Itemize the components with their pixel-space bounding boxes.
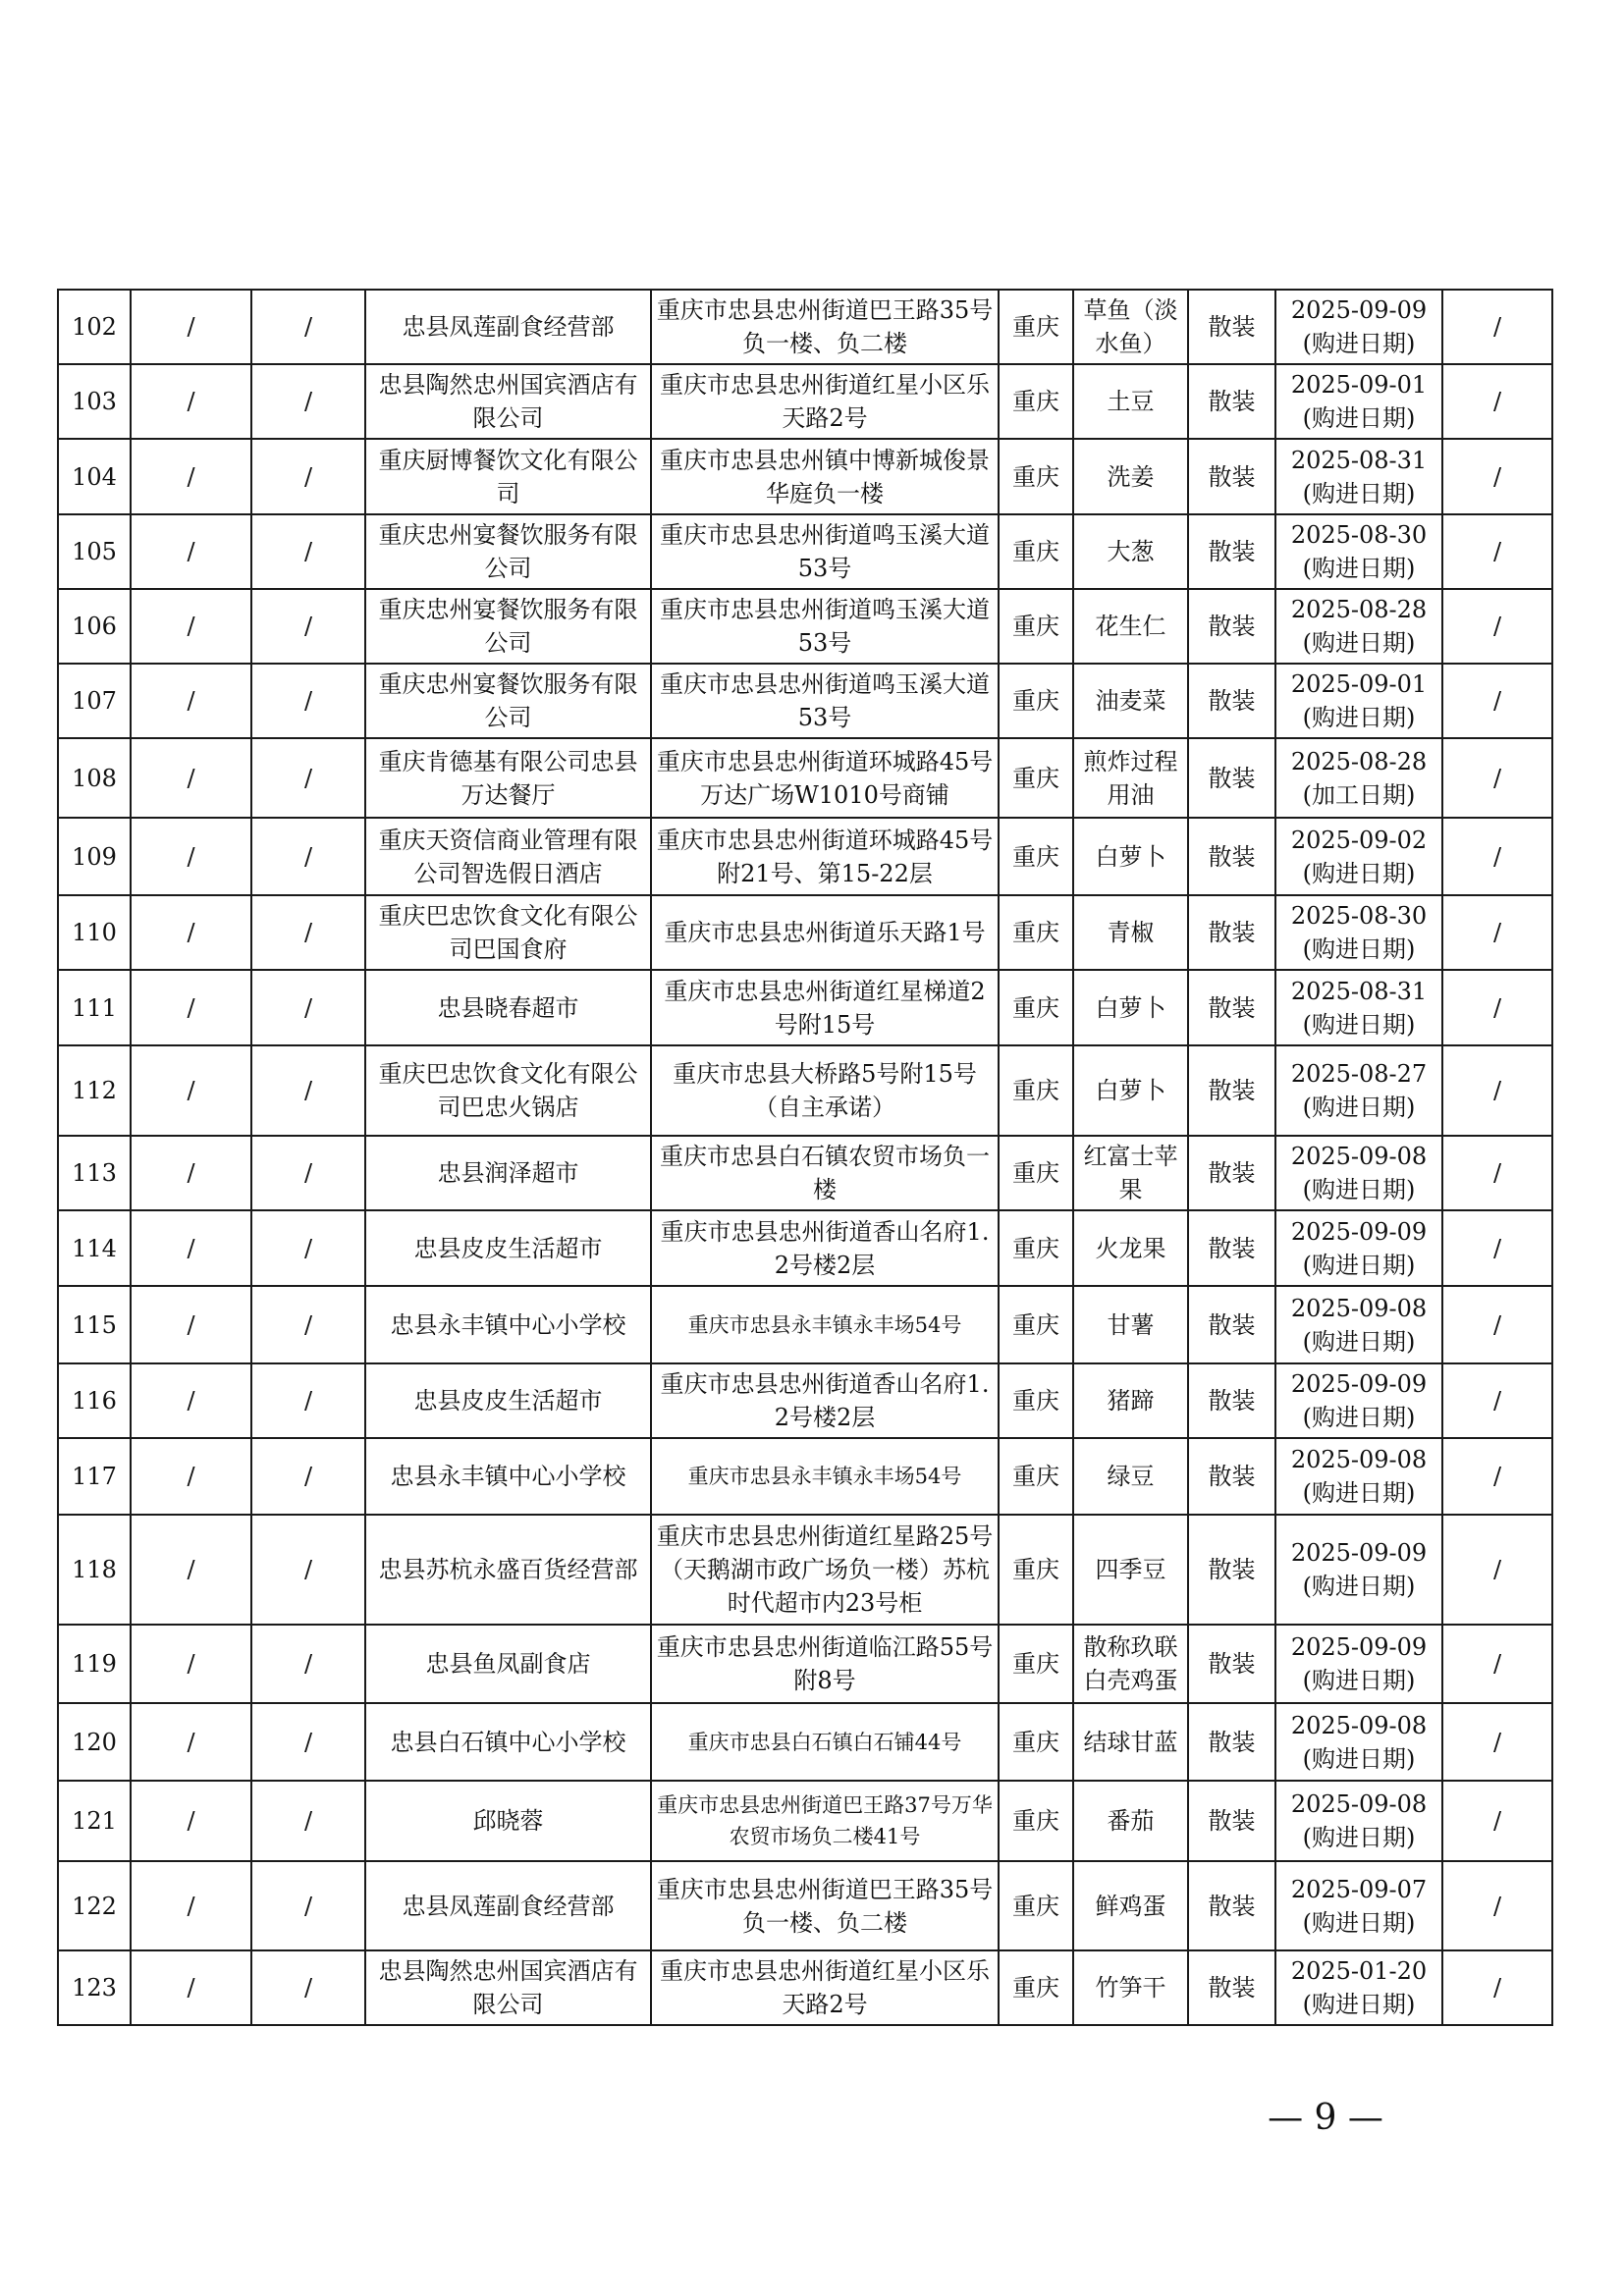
product-name-cell: 火龙果 bbox=[1073, 1210, 1188, 1286]
empty-slash-cell: / bbox=[131, 895, 251, 970]
table-row bbox=[58, 1781, 1552, 1861]
date-cell bbox=[1275, 439, 1442, 514]
empty-slash-cell: / bbox=[131, 290, 251, 364]
date-type-label: (购进日期) bbox=[1302, 1744, 1416, 1773]
package-type-cell: 散装 bbox=[1188, 1781, 1275, 1861]
company-name-cell: 重庆肯德基有限公司忠县万达餐厅 bbox=[365, 738, 651, 818]
company-name-cell: 忠县鱼凤副食店 bbox=[365, 1625, 651, 1703]
empty-slash-cell: / bbox=[251, 664, 365, 738]
empty-slash-cell: / bbox=[131, 738, 251, 818]
table-row bbox=[58, 364, 1552, 439]
serial-number-cell: 109 bbox=[58, 818, 131, 895]
date-cell bbox=[1275, 589, 1442, 664]
company-name-cell: 忠县润泽超市 bbox=[365, 1136, 651, 1210]
date-value: 2025-09-02 bbox=[1290, 826, 1428, 854]
province-cell: 重庆 bbox=[999, 738, 1073, 818]
empty-slash-cell: / bbox=[131, 1286, 251, 1363]
table-row bbox=[58, 664, 1552, 738]
remarks-slash-cell: / bbox=[1442, 1210, 1552, 1286]
package-type-cell: 散装 bbox=[1188, 364, 1275, 439]
company-name-cell: 忠县陶然忠州国宾酒店有限公司 bbox=[365, 364, 651, 439]
address-cell: 重庆市忠县忠州街道红星小区乐天路2号 bbox=[651, 1950, 999, 2025]
empty-slash-cell: / bbox=[251, 1210, 365, 1286]
serial-number-cell: 110 bbox=[58, 895, 131, 970]
company-name-cell: 忠县苏杭永盛百货经营部 bbox=[365, 1515, 651, 1625]
empty-slash-cell: / bbox=[251, 1625, 365, 1703]
remarks-slash-cell: / bbox=[1442, 1781, 1552, 1861]
date-type-label: (购进日期) bbox=[1302, 330, 1416, 357]
date-value: 2025-09-09 bbox=[1290, 296, 1428, 324]
date-cell bbox=[1275, 1861, 1442, 1950]
table-row bbox=[58, 290, 1552, 364]
address-cell: 重庆市忠县忠州街道巴王路35号负一楼、负二楼 bbox=[651, 1861, 999, 1950]
company-name-cell: 重庆忠州宴餐饮服务有限公司 bbox=[365, 589, 651, 664]
table-row bbox=[58, 1363, 1552, 1438]
product-name-cell: 大葱 bbox=[1073, 514, 1188, 589]
remarks-slash-cell: / bbox=[1442, 1363, 1552, 1438]
province-cell: 重庆 bbox=[999, 1781, 1073, 1861]
province-cell: 重庆 bbox=[999, 818, 1073, 895]
empty-slash-cell: / bbox=[131, 1703, 251, 1781]
address-cell: 重庆市忠县忠州街道鸣玉溪大道53号 bbox=[651, 664, 999, 738]
empty-slash-cell: / bbox=[251, 364, 365, 439]
company-name-cell: 忠县陶然忠州国宾酒店有限公司 bbox=[365, 1950, 651, 2025]
remarks-slash-cell: / bbox=[1442, 738, 1552, 818]
empty-slash-cell: / bbox=[131, 818, 251, 895]
date-type-label: (加工日期) bbox=[1302, 780, 1416, 809]
date-value: 2025-08-27 bbox=[1290, 1060, 1428, 1088]
product-name-cell: 竹笋干 bbox=[1073, 1950, 1188, 2025]
serial-number-cell: 118 bbox=[58, 1515, 131, 1625]
empty-slash-cell: / bbox=[251, 1438, 365, 1515]
product-name-cell: 油麦菜 bbox=[1073, 664, 1188, 738]
package-type-cell: 散装 bbox=[1188, 1045, 1275, 1136]
empty-slash-cell: / bbox=[131, 664, 251, 738]
date-value: 2025-09-08 bbox=[1290, 1446, 1428, 1473]
date-cell bbox=[1275, 290, 1442, 364]
company-name-cell: 重庆巴忠饮食文化有限公司巴国食府 bbox=[365, 895, 651, 970]
company-name-cell: 忠县皮皮生活超市 bbox=[365, 1363, 651, 1438]
package-type-cell: 散装 bbox=[1188, 514, 1275, 589]
date-cell bbox=[1275, 1286, 1442, 1363]
date-value: 2025-09-07 bbox=[1290, 1875, 1428, 1903]
empty-slash-cell: / bbox=[251, 1286, 365, 1363]
province-cell: 重庆 bbox=[999, 895, 1073, 970]
date-value: 2025-09-09 bbox=[1290, 1370, 1428, 1398]
empty-slash-cell: / bbox=[251, 818, 365, 895]
product-name-cell: 散称玖联白壳鸡蛋 bbox=[1073, 1625, 1188, 1703]
empty-slash-cell: / bbox=[131, 514, 251, 589]
serial-number-cell: 104 bbox=[58, 439, 131, 514]
date-cell bbox=[1275, 1703, 1442, 1781]
empty-slash-cell: / bbox=[131, 589, 251, 664]
serial-number-cell: 121 bbox=[58, 1781, 131, 1861]
package-type-cell: 散装 bbox=[1188, 664, 1275, 738]
date-value: 2025-08-31 bbox=[1290, 446, 1428, 474]
date-type-label: (购进日期) bbox=[1302, 1010, 1416, 1039]
empty-slash-cell: / bbox=[131, 1515, 251, 1625]
company-name-cell: 重庆厨博餐饮文化有限公司 bbox=[365, 439, 651, 514]
table-row bbox=[58, 970, 1552, 1045]
province-cell: 重庆 bbox=[999, 1950, 1073, 2025]
address-cell: 重庆市忠县忠州街道鸣玉溪大道53号 bbox=[651, 589, 999, 664]
empty-slash-cell: / bbox=[251, 589, 365, 664]
serial-number-cell: 111 bbox=[58, 970, 131, 1045]
province-cell: 重庆 bbox=[999, 1703, 1073, 1781]
serial-number-cell: 102 bbox=[58, 290, 131, 364]
company-name-cell: 忠县凤莲副食经营部 bbox=[365, 290, 651, 364]
date-cell bbox=[1275, 1363, 1442, 1438]
address-cell: 重庆市忠县忠州街道红星小区乐天路2号 bbox=[651, 364, 999, 439]
package-type-cell: 散装 bbox=[1188, 1363, 1275, 1438]
empty-slash-cell: / bbox=[131, 1210, 251, 1286]
empty-slash-cell: / bbox=[131, 1136, 251, 1210]
empty-slash-cell: / bbox=[131, 1625, 251, 1703]
date-type-label: (购进日期) bbox=[1302, 1479, 1416, 1507]
serial-number-cell: 112 bbox=[58, 1045, 131, 1136]
package-type-cell: 散装 bbox=[1188, 1625, 1275, 1703]
remarks-slash-cell: / bbox=[1442, 1045, 1552, 1136]
product-name-cell: 白萝卜 bbox=[1073, 1045, 1188, 1136]
address-cell: 重庆市忠县忠州街道红星路25号（天鹅湖市政广场负一楼）苏杭时代超市内23号柜 bbox=[651, 1515, 999, 1625]
product-name-cell: 绿豆 bbox=[1073, 1438, 1188, 1515]
province-cell: 重庆 bbox=[999, 364, 1073, 439]
product-name-cell: 白萝卜 bbox=[1073, 818, 1188, 895]
remarks-slash-cell: / bbox=[1442, 664, 1552, 738]
serial-number-cell: 115 bbox=[58, 1286, 131, 1363]
date-type-label: (购进日期) bbox=[1302, 935, 1416, 963]
remarks-slash-cell: / bbox=[1442, 1861, 1552, 1950]
table-row bbox=[58, 1438, 1552, 1515]
product-name-cell: 土豆 bbox=[1073, 364, 1188, 439]
product-name-cell: 洗姜 bbox=[1073, 439, 1188, 514]
table-row bbox=[58, 1515, 1552, 1625]
date-cell bbox=[1275, 1950, 1442, 2025]
empty-slash-cell: / bbox=[251, 1950, 365, 2025]
province-cell: 重庆 bbox=[999, 1210, 1073, 1286]
empty-slash-cell: / bbox=[131, 364, 251, 439]
empty-slash-cell: / bbox=[251, 1045, 365, 1136]
province-cell: 重庆 bbox=[999, 514, 1073, 589]
date-value: 2025-09-01 bbox=[1290, 670, 1428, 698]
remarks-slash-cell: / bbox=[1442, 1950, 1552, 2025]
address-cell: 重庆市忠县忠州街道红星梯道2号附15号 bbox=[651, 970, 999, 1045]
date-type-label: (购进日期) bbox=[1302, 629, 1416, 657]
date-value: 2025-09-09 bbox=[1290, 1539, 1428, 1567]
date-cell bbox=[1275, 1781, 1442, 1861]
empty-slash-cell: / bbox=[251, 1136, 365, 1210]
package-type-cell: 散装 bbox=[1188, 1515, 1275, 1625]
product-name-cell: 红富士苹果 bbox=[1073, 1136, 1188, 1210]
company-name-cell: 忠县凤莲副食经营部 bbox=[365, 1861, 651, 1950]
date-cell bbox=[1275, 1515, 1442, 1625]
date-cell bbox=[1275, 664, 1442, 738]
product-name-cell: 猪蹄 bbox=[1073, 1363, 1188, 1438]
company-name-cell: 忠县皮皮生活超市 bbox=[365, 1210, 651, 1286]
serial-number-cell: 113 bbox=[58, 1136, 131, 1210]
company-name-cell: 忠县晓春超市 bbox=[365, 970, 651, 1045]
date-value: 2025-09-08 bbox=[1290, 1143, 1428, 1170]
table-row bbox=[58, 818, 1552, 895]
company-name-cell: 忠县白石镇中心小学校 bbox=[365, 1703, 651, 1781]
date-type-label: (购进日期) bbox=[1302, 1573, 1416, 1600]
serial-number-cell: 116 bbox=[58, 1363, 131, 1438]
date-type-label: (购进日期) bbox=[1302, 1094, 1416, 1121]
date-type-label: (购进日期) bbox=[1302, 479, 1416, 507]
remarks-slash-cell: / bbox=[1442, 818, 1552, 895]
serial-number-cell: 107 bbox=[58, 664, 131, 738]
empty-slash-cell: / bbox=[131, 439, 251, 514]
company-name-cell: 忠县永丰镇中心小学校 bbox=[365, 1286, 651, 1363]
company-name-cell: 重庆忠州宴餐饮服务有限公司 bbox=[365, 664, 651, 738]
date-type-label: (购进日期) bbox=[1302, 404, 1416, 432]
date-type-label: (购进日期) bbox=[1302, 1327, 1416, 1356]
company-name-cell: 重庆巴忠饮食文化有限公司巴忠火锅店 bbox=[365, 1045, 651, 1136]
table-row bbox=[58, 738, 1552, 818]
province-cell: 重庆 bbox=[999, 589, 1073, 664]
package-type-cell: 散装 bbox=[1188, 895, 1275, 970]
empty-slash-cell: / bbox=[131, 1438, 251, 1515]
serial-number-cell: 120 bbox=[58, 1703, 131, 1781]
package-type-cell: 散装 bbox=[1188, 1210, 1275, 1286]
remarks-slash-cell: / bbox=[1442, 439, 1552, 514]
table-row bbox=[58, 439, 1552, 514]
date-value: 2025-09-08 bbox=[1290, 1711, 1428, 1739]
remarks-slash-cell: / bbox=[1442, 589, 1552, 664]
table-row bbox=[58, 1045, 1552, 1136]
date-value: 2025-09-08 bbox=[1290, 1790, 1428, 1818]
date-type-label: (购进日期) bbox=[1302, 1667, 1416, 1694]
company-name-cell: 邱晓蓉 bbox=[365, 1781, 651, 1861]
empty-slash-cell: / bbox=[131, 1861, 251, 1950]
product-name-cell: 青椒 bbox=[1073, 895, 1188, 970]
address-cell: 重庆市忠县忠州街道香山名府1.2号楼2层 bbox=[651, 1210, 999, 1286]
empty-slash-cell: / bbox=[251, 895, 365, 970]
table-row bbox=[58, 1286, 1552, 1363]
date-type-label: (购进日期) bbox=[1302, 1176, 1416, 1203]
province-cell: 重庆 bbox=[999, 1515, 1073, 1625]
province-cell: 重庆 bbox=[999, 664, 1073, 738]
remarks-slash-cell: / bbox=[1442, 895, 1552, 970]
table-body bbox=[58, 290, 1552, 2025]
empty-slash-cell: / bbox=[131, 1950, 251, 2025]
empty-slash-cell: / bbox=[251, 1861, 365, 1950]
package-type-cell: 散装 bbox=[1188, 738, 1275, 818]
empty-slash-cell: / bbox=[251, 970, 365, 1045]
date-value: 2025-09-09 bbox=[1290, 1633, 1428, 1661]
serial-number-cell: 108 bbox=[58, 738, 131, 818]
remarks-slash-cell: / bbox=[1442, 290, 1552, 364]
address-cell: 重庆市忠县忠州街道鸣玉溪大道53号 bbox=[651, 514, 999, 589]
product-name-cell: 鲜鸡蛋 bbox=[1073, 1861, 1188, 1950]
address-cell: 重庆市忠县忠州街道乐天路1号 bbox=[651, 895, 999, 970]
product-name-cell: 煎炸过程用油 bbox=[1073, 738, 1188, 818]
serial-number-cell: 117 bbox=[58, 1438, 131, 1515]
date-cell bbox=[1275, 895, 1442, 970]
address-cell: 重庆市忠县永丰镇永丰场54号 bbox=[651, 1438, 999, 1515]
package-type-cell: 散装 bbox=[1188, 1136, 1275, 1210]
serial-number-cell: 105 bbox=[58, 514, 131, 589]
province-cell: 重庆 bbox=[999, 970, 1073, 1045]
address-cell: 重庆市忠县永丰镇永丰场54号 bbox=[651, 1286, 999, 1363]
date-cell bbox=[1275, 514, 1442, 589]
address-cell: 重庆市忠县忠州街道巴王路37号万华农贸市场负二楼41号 bbox=[651, 1781, 999, 1861]
province-cell: 重庆 bbox=[999, 1625, 1073, 1703]
empty-slash-cell: / bbox=[251, 439, 365, 514]
address-cell: 重庆市忠县忠州街道香山名府1.2号楼2层 bbox=[651, 1363, 999, 1438]
date-cell bbox=[1275, 738, 1442, 818]
table-row bbox=[58, 1861, 1552, 1950]
serial-number-cell: 103 bbox=[58, 364, 131, 439]
date-cell bbox=[1275, 1625, 1442, 1703]
province-cell: 重庆 bbox=[999, 1045, 1073, 1136]
product-name-cell: 草鱼（淡水鱼） bbox=[1073, 290, 1188, 364]
address-cell: 重庆市忠县白石镇白石铺44号 bbox=[651, 1703, 999, 1781]
empty-slash-cell: / bbox=[251, 1515, 365, 1625]
address-cell: 重庆市忠县忠州镇中博新城俊景华庭负一楼 bbox=[651, 439, 999, 514]
empty-slash-cell: / bbox=[251, 1363, 365, 1438]
empty-slash-cell: / bbox=[131, 970, 251, 1045]
date-cell bbox=[1275, 1210, 1442, 1286]
date-value: 2025-08-30 bbox=[1290, 521, 1428, 549]
empty-slash-cell: / bbox=[251, 1703, 365, 1781]
remarks-slash-cell: / bbox=[1442, 970, 1552, 1045]
address-cell: 重庆市忠县忠州街道环城路45号万达广场W1010号商铺 bbox=[651, 738, 999, 818]
date-cell bbox=[1275, 970, 1442, 1045]
remarks-slash-cell: / bbox=[1442, 514, 1552, 589]
date-cell bbox=[1275, 818, 1442, 895]
empty-slash-cell: / bbox=[251, 738, 365, 818]
date-type-label: (购进日期) bbox=[1302, 1991, 1416, 2018]
table-row bbox=[58, 1625, 1552, 1703]
remarks-slash-cell: / bbox=[1442, 1625, 1552, 1703]
serial-number-cell: 106 bbox=[58, 589, 131, 664]
date-value: 2025-09-01 bbox=[1290, 371, 1428, 399]
package-type-cell: 散装 bbox=[1188, 818, 1275, 895]
serial-number-cell: 114 bbox=[58, 1210, 131, 1286]
address-cell: 重庆市忠县忠州街道环城路45号附21号、第15-22层 bbox=[651, 818, 999, 895]
empty-slash-cell: / bbox=[251, 1781, 365, 1861]
date-cell bbox=[1275, 364, 1442, 439]
date-value: 2025-08-28 bbox=[1290, 596, 1428, 623]
province-cell: 重庆 bbox=[999, 439, 1073, 514]
date-cell bbox=[1275, 1136, 1442, 1210]
date-type-label: (购进日期) bbox=[1302, 704, 1416, 731]
product-name-cell: 结球甘蓝 bbox=[1073, 1703, 1188, 1781]
company-name-cell: 忠县永丰镇中心小学校 bbox=[365, 1438, 651, 1515]
remarks-slash-cell: / bbox=[1442, 1438, 1552, 1515]
province-cell: 重庆 bbox=[999, 1363, 1073, 1438]
company-name-cell: 重庆忠州宴餐饮服务有限公司 bbox=[365, 514, 651, 589]
empty-slash-cell: / bbox=[131, 1045, 251, 1136]
province-cell: 重庆 bbox=[999, 1136, 1073, 1210]
package-type-cell: 散装 bbox=[1188, 970, 1275, 1045]
date-cell bbox=[1275, 1438, 1442, 1515]
package-type-cell: 散装 bbox=[1188, 1286, 1275, 1363]
remarks-slash-cell: / bbox=[1442, 1136, 1552, 1210]
package-type-cell: 散装 bbox=[1188, 1703, 1275, 1781]
remarks-slash-cell: / bbox=[1442, 1515, 1552, 1625]
province-cell: 重庆 bbox=[999, 290, 1073, 364]
empty-slash-cell: / bbox=[251, 290, 365, 364]
remarks-slash-cell: / bbox=[1442, 1286, 1552, 1363]
package-type-cell: 散装 bbox=[1188, 439, 1275, 514]
address-cell: 重庆市忠县忠州街道巴王路35号负一楼、负二楼 bbox=[651, 290, 999, 364]
remarks-slash-cell: / bbox=[1442, 1703, 1552, 1781]
province-cell: 重庆 bbox=[999, 1438, 1073, 1515]
company-name-cell: 重庆天资信商业管理有限公司智选假日酒店 bbox=[365, 818, 651, 895]
date-type-label: (购进日期) bbox=[1302, 555, 1416, 582]
package-type-cell: 散装 bbox=[1188, 1861, 1275, 1950]
serial-number-cell: 122 bbox=[58, 1861, 131, 1950]
product-name-cell: 白萝卜 bbox=[1073, 970, 1188, 1045]
serial-number-cell: 119 bbox=[58, 1625, 131, 1703]
sampling-results-table bbox=[57, 289, 1553, 2026]
table-row bbox=[58, 895, 1552, 970]
package-type-cell: 散装 bbox=[1188, 290, 1275, 364]
table-row bbox=[58, 1703, 1552, 1781]
address-cell: 重庆市忠县大桥路5号附15号（自主承诺） bbox=[651, 1045, 999, 1136]
table-row bbox=[58, 1950, 1552, 2025]
table-row bbox=[58, 1210, 1552, 1286]
product-name-cell: 番茄 bbox=[1073, 1781, 1188, 1861]
product-name-cell: 花生仁 bbox=[1073, 589, 1188, 664]
date-value: 2025-09-09 bbox=[1290, 1217, 1428, 1246]
remarks-slash-cell: / bbox=[1442, 364, 1552, 439]
date-value: 2025-08-28 bbox=[1290, 747, 1428, 775]
date-value: 2025-01-20 bbox=[1290, 1957, 1428, 1985]
table-row bbox=[58, 514, 1552, 589]
package-type-cell: 散装 bbox=[1188, 1438, 1275, 1515]
date-type-label: (购进日期) bbox=[1302, 1251, 1416, 1279]
empty-slash-cell: / bbox=[131, 1781, 251, 1861]
date-value: 2025-08-31 bbox=[1290, 977, 1428, 1005]
address-cell: 重庆市忠县忠州街道临江路55号附8号 bbox=[651, 1625, 999, 1703]
date-value: 2025-08-30 bbox=[1290, 902, 1428, 930]
empty-slash-cell: / bbox=[251, 514, 365, 589]
package-type-cell: 散装 bbox=[1188, 1950, 1275, 2025]
product-name-cell: 甘薯 bbox=[1073, 1286, 1188, 1363]
address-cell: 重庆市忠县白石镇农贸市场负一楼 bbox=[651, 1136, 999, 1210]
empty-slash-cell: / bbox=[131, 1363, 251, 1438]
date-type-label: (购进日期) bbox=[1302, 1824, 1416, 1851]
date-value: 2025-09-08 bbox=[1290, 1294, 1428, 1322]
province-cell: 重庆 bbox=[999, 1861, 1073, 1950]
date-type-label: (购进日期) bbox=[1302, 1404, 1416, 1431]
package-type-cell: 散装 bbox=[1188, 589, 1275, 664]
date-type-label: (购进日期) bbox=[1302, 859, 1416, 887]
table-row bbox=[58, 1136, 1552, 1210]
product-name-cell: 四季豆 bbox=[1073, 1515, 1188, 1625]
province-cell: 重庆 bbox=[999, 1286, 1073, 1363]
date-cell bbox=[1275, 1045, 1442, 1136]
date-type-label: (购进日期) bbox=[1302, 1908, 1416, 1937]
serial-number-cell: 123 bbox=[58, 1950, 131, 2025]
table-row bbox=[58, 589, 1552, 664]
page-number: — 9 — bbox=[1268, 2098, 1383, 2138]
